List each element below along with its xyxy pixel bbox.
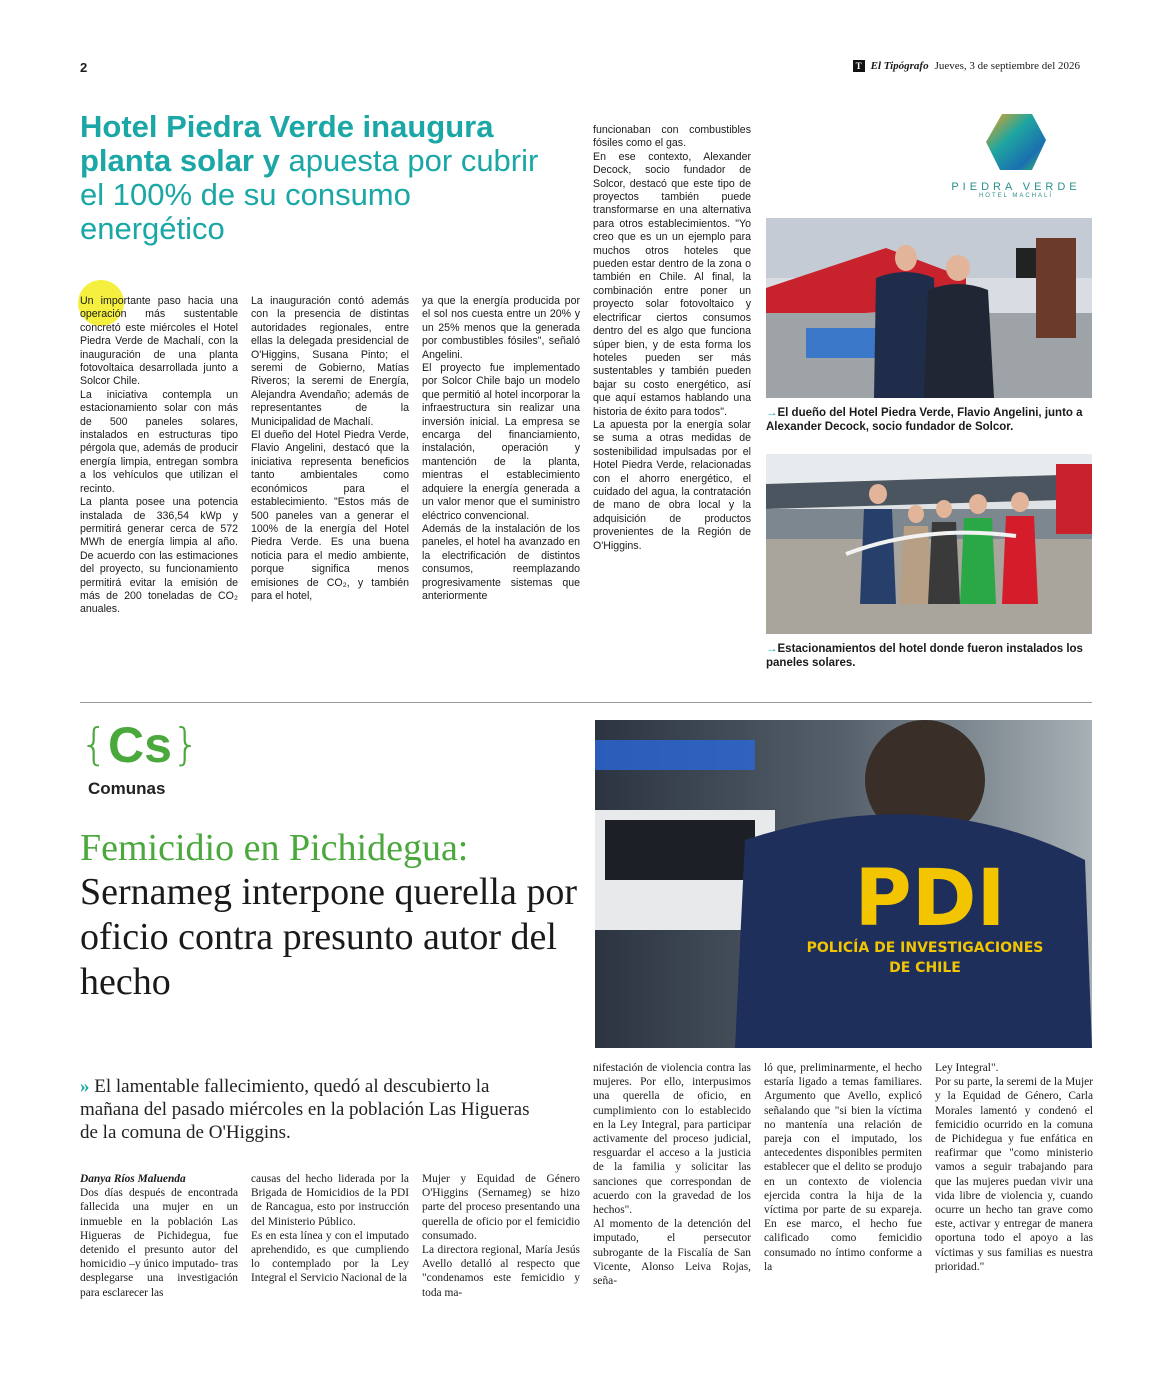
article2-headline-kicker: Femicidio en Pichidegua:	[80, 827, 469, 869]
owners-photo-illustration	[766, 218, 1092, 398]
paragraph: Además de la instalación de los paneles, el hotel ha avanzado en la electrificación de distintos consumos, reemplazando progresivamente sistemas que anteriormente	[422, 522, 580, 602]
paragraph: En ese contexto, Alexander Decock, socio fundador de Solcor, destacó que este tipo de proyectos también puede transformarse en una alternativa para otros establecimientos. "Yo creo que es un un ejemplo para muchos otros hoteles que pueden estar dentro de la zona o también en Chile. Al final, la combinación entre poner un proyecto solar fotovoltaico y electrificar ciertos consumos dentro del es algo que funciona súper bien, y de esta forma los hoteles pueden ser más sustentables y también pueden bajar su costo energético, así que aquí estamos hablando una historia de éxito para todos".	[593, 150, 751, 418]
page-number: 2	[80, 60, 88, 75]
article1-column-1	[80, 295, 238, 617]
piedra-verde-logo	[938, 112, 1094, 199]
brace-open: {	[80, 719, 108, 770]
paragraph: La planta posee una potencia instalada de 336,54 kWp y permitirá generar cerca de 572 MWh de energía limpia al año. De acuerdo con las estimaciones del proyecto, su funcionamiento permitirá evitar la emisión de más de 200 toneladas de CO₂ anuales.	[80, 496, 238, 616]
paragraph: Un importante paso hacia una operación más sustentable concretó este miércoles el Hotel Piedra Verde de Machalí, con la inauguración de una planta fotovoltaica desarrollada junto a Solcor Chile.	[80, 295, 238, 388]
publication-name: El Tipógrafo	[870, 60, 929, 72]
paragraph: El dueño del Hotel Piedra Verde, Flavio Angelini, destacó que la iniciativa representa beneficios tanto ambientales como económicos para el establecimiento. "Estos más de 500 paneles van a generar el 100% de la energía del Hotel Piedra Verde. Es una buena noticia para el medio ambiente, porque significa menos emisiones de CO₂, y también para el hotel,	[251, 429, 409, 602]
article2-headline: Sernameg interpone querella por oficio contra presunto autor del hecho	[80, 871, 577, 1003]
article2-lead	[80, 1075, 550, 1144]
paragraph: funcionaban con combustibles fósiles como el gas.	[593, 124, 751, 150]
pdi-subtext-2: DE CHILE	[889, 960, 961, 976]
pdi-subtext-1: POLICÍA DE INVESTIGACIONES	[806, 940, 1044, 956]
article2-column-5: ló que, preliminarmente, el hecho estaría ligado a temas familiares. Argumento que Avello, explicó señalando que "si bien la víctima no mantenía una relación de pareja con el imputado, los antecedentes disponibles permiten establecer que el delito se produjo en un contexto de violencia ejercida contra la hija de la víctima por parte de su expareja. En ese marco, el hecho fue calificado como femicidio consumado no íntimo conforme a la	[764, 1062, 922, 1273]
caption-text: El dueño del Hotel Piedra Verde, Flavio Angelini, junto a Alexander Decock, socio fundador de Solcor.	[766, 407, 1083, 433]
article1-headline-bold: Hotel Piedra Verde inaugura planta solar y	[80, 109, 494, 178]
quote-icon: »	[80, 1076, 90, 1097]
caption-text: Estacionamientos del hotel donde fueron instalados los paneles solares.	[766, 643, 1083, 669]
caption-owners	[766, 406, 1096, 434]
article1-headline	[80, 110, 560, 246]
caption-parking	[766, 642, 1096, 670]
photo-owners	[766, 218, 1092, 398]
logo-subtitle: HOTEL MACHALÍ	[978, 193, 1054, 199]
article2-column-3: Mujer y Equidad de Género O'Higgins (Sernameg) se hizo parte del proceso presentando una querella de oficio por el femicidio consumado. La directora regional, María Jesús Avello detalló al respecto que "condenamos este femicidio y toda ma-	[422, 1173, 580, 1299]
arrow-icon: →	[766, 643, 778, 655]
photo-pdi	[595, 720, 1092, 1048]
byline: Danya Ríos Maluenda	[80, 1173, 186, 1185]
paragraph: La inauguración contó además con la presencia de distintas autoridades regionales, entre ellas la delegada presidencial de O'Higgins, Susana Pinto; el seremi de Gobierno, Matías Riveros; la seremi de Energía, Alejandra Avendaño; además de representantes de la Municipalidad de Machalí.	[251, 295, 409, 428]
arrow-icon: →	[766, 407, 778, 419]
article2-column-6: Ley Integral". Por su parte, la seremi de la Mujer y la Equidad de Género, Carla Morales lamentó y condenó el femicidio ocurrido en la comuna de Pichidegua y fue enfática en reafirmar que "como ministerio vamos a seguir trabajando para que las mujeres puedan vivir una vida libre de violencia y, cuando ocurre un hecho tan grave como este, activar y entregar de manera oportuna todo el apoyo a las víctimas y sus familias es nuestra prioridad."	[935, 1062, 1093, 1273]
section-tag	[80, 715, 200, 775]
gem-icon	[984, 112, 1048, 172]
publication-logo-icon: T	[853, 60, 865, 72]
logo-name: PIEDRA VERDE	[951, 181, 1081, 193]
article1-column-4	[593, 124, 751, 553]
section-code: Cs	[108, 717, 172, 773]
publication-date: Jueves, 3 de septiembre del 2026	[934, 60, 1080, 72]
paragraph: Dos días después de encontrada fallecida una mujer en un inmueble en la población Las Higueras de Pichidegua, fue detenido el presunto autor del homicidio –y único imputado- tras desplegarse una investigación para esclarecer las	[80, 1187, 238, 1299]
section-divider	[80, 702, 1092, 703]
section-label: Comunas	[88, 779, 166, 798]
paragraph: El proyecto fue implementado por Solcor Chile bajo un modelo que permitió al hotel incorporar la infraestructura sin realizar una inversión inicial. La empresa se encarga del financiamiento, instalación, operación y mantención de la planta, mientras el establecimiento adquiere la energía generada a un valor menor que el suministro eléctrico convencional.	[422, 362, 580, 522]
paragraph: La apuesta por la energía solar se suma a otras medidas de sostenibilidad impulsadas por el Hotel Piedra Verde, relacionadas con el ahorro energético, el cuidado del agua, la contratación de mano de obra local y la adquisición de productos provenientes de la Región de O'Higgins.	[593, 418, 751, 552]
photo-parking	[766, 454, 1092, 634]
pdi-photo-illustration	[595, 720, 1092, 1048]
paragraph: ya que la energía producida por el sol nos cuesta entre un 20% y un 25% menos que la generada por combustibles fósiles", señaló Angelini.	[422, 295, 580, 361]
masthead	[853, 60, 1080, 72]
article1-column-2	[251, 295, 409, 603]
lead-text: El lamentable fallecimiento, quedó al descubierto la mañana del pasado miércoles en la población Las Higueras de la comuna de O'Higgins.	[80, 1076, 530, 1143]
article1-column-3	[422, 295, 580, 603]
pdi-text: PDI	[854, 854, 1006, 944]
paragraph: La iniciativa contempla un estacionamiento solar con más de 500 paneles solares, instalados en estructuras tipo pérgola que, además de producir energía limpia, entregan sombra a los vehículos que utilizan el recinto.	[80, 388, 238, 495]
article1-headline-light: apuesta por cubrir el 100% de su consumo energético	[80, 143, 539, 246]
article2-column-1	[80, 1172, 238, 1300]
article2-column-2: causas del hecho liderada por la Brigada de Homicidios de la PDI de Rancagua, esto por instrucción del Ministerio Público. Es en esta línea y con el imputado aprehendido, es que cumpliendo lo contemplado por la Ley Integral el Servicio Nacional de la	[251, 1173, 409, 1285]
brace-close: }	[171, 719, 200, 770]
parking-photo-illustration	[766, 454, 1092, 634]
article2-column-4: nifestación de violencia contra las mujeres. Por ello, interpusimos una querella de oficio, en cumplimiento con lo establecido en la Ley Integral, para participar activamente del proceso judicial, resguardar el acceso a la justicia de la familia y solicitar las sanciones que correspondan de acuerdo con la gravedad de los hechos". Al momento de la detención del imputado, el persecutor subrogante de la Fiscalía de San Vicente, Alonso Leiva Rojas, seña-	[593, 1062, 751, 1288]
